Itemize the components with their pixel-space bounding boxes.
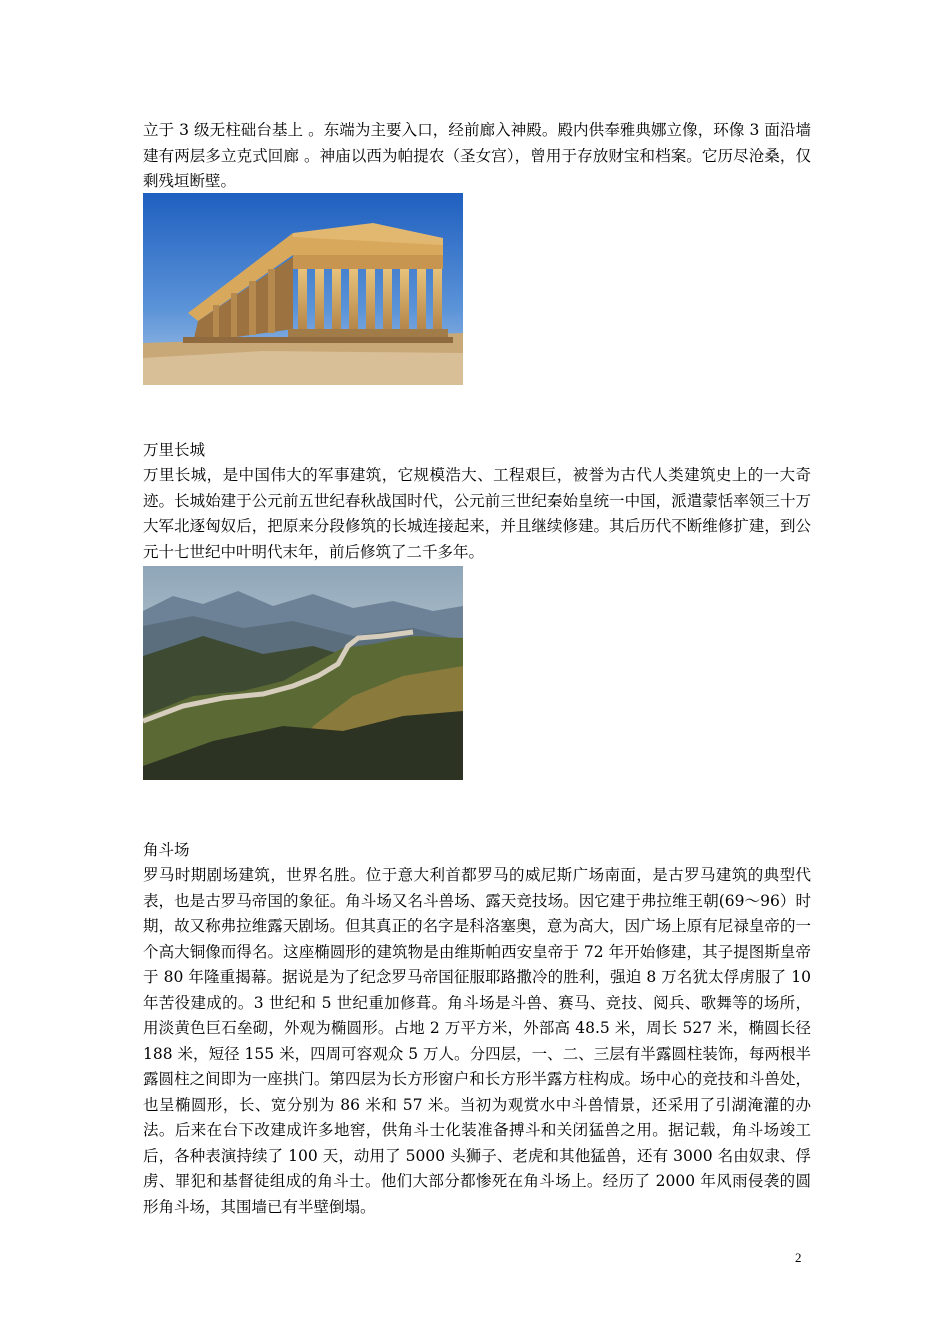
parthenon-paragraph: 立于 3 级无柱础台基上 。东端为主要入口，经前廊入神殿。殿内供奉雅典娜立像，环像 3 面沿墙建有两层多立克式回廊 。神庙以西为帕提农（圣女宫），曾用于存放财宝和档案。它历尽沧桑，仅剩残垣断壁。 — [143, 121, 811, 190]
colosseum-heading: 角斗场 — [143, 841, 190, 859]
great-wall-heading: 万里长城 — [143, 441, 206, 459]
page-number: 2 — [795, 1250, 802, 1265]
great-wall-photo — [143, 566, 463, 780]
parthenon-photo — [143, 193, 463, 385]
colosseum-paragraph: 罗马时期剧场建筑，世界名胜。位于意大利首都罗马的威尼斯广场南面，是古罗马建筑的典型代表，也是古罗马帝国的象征。角斗场又名斗兽场、露天竞技场。因它建于弗拉维王朝(69～96）时期，故又称弗拉维露天剧场。但其真正的名字是科洛塞奥，意为高大，因广场上原有尼禄皇帝的一个高大铜像而得名。这座椭圆形的建筑物是由维斯帕西安皇帝于 72 年开始修建，其子提图斯皇帝于 80 年隆重揭幕。据说是为了纪念罗马帝国征服耶路撒冷的胜利，强迫 8 万名犹太俘虏服了 10 年苦役建成的。3 世纪和 5 世纪重加修葺。角斗场是斗兽、赛马、竞技、阅兵、歌舞等的场所，用淡黄色巨石垒砌，外观为椭圆形。占地 2 万平方米，外部高 48.5 米，周长 527 米，椭圆长径 188 米，短径 155 米，四周可容观众 5 万人。分四层，一、二、三层有半露圆柱装饰，每两根半露圆柱之间即为一座拱门。第四层为长方形窗户和长方形半露方柱构成。场中心的竞技和斗兽处，也呈椭圆形，长、宽分别为 86 米和 57 米。当初为观赏水中斗兽情景，还采用了引湖淹灌的办法。后来在台下改建成许多地窖，供角斗士化装准备搏斗和关闭猛兽之用。据记载，角斗场竣工后，各种表演持续了 100 天，动用了 5000 头狮子、老虎和其他猛兽，还有 3000 名由奴隶、俘虏、罪犯和基督徒组成的角斗士。他们大部分都惨死在角斗场上。经历了 2000 年风雨侵袭的圆形角斗场，其围墙已有半壁倒塌。 — [143, 866, 811, 1216]
great-wall-paragraph: 万里长城，是中国伟大的军事建筑，它规模浩大、工程艰巨，被誉为古代人类建筑史上的一大奇迹。长城始建于公元前五世纪春秋战国时代，公元前三世纪秦始皇统一中国，派遣蒙恬率领三十万大军北逐匈奴后，把原来分段修筑的长城连接起来，并且继续修建。其后历代不断维修扩建，到公元十七世纪中叶明代末年，前后修筑了二千多年。 — [143, 466, 811, 561]
